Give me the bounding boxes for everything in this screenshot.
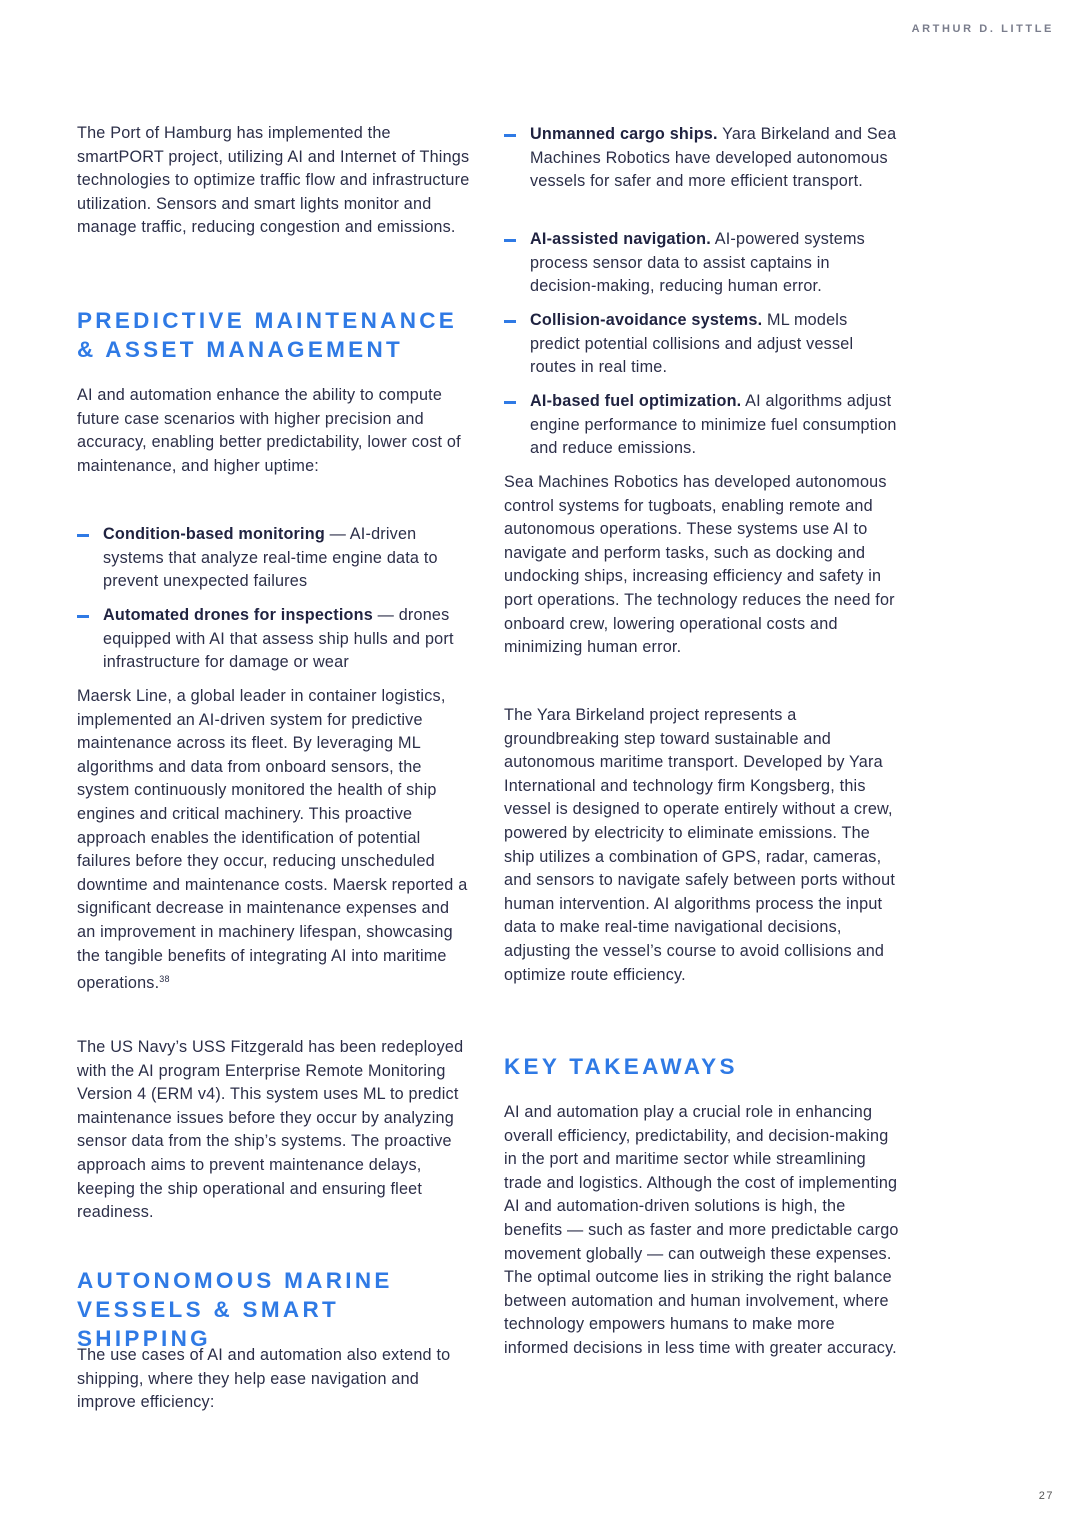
bullet-text: AI algorithms adjust engine performance to minimize fuel consumption and reduce emissions. — [530, 392, 897, 458]
bullet-text: ML models predict potential collisions and adjust vessel routes in real time. — [530, 311, 854, 377]
paragraph-predictive-intro: AI and automation enhance the ability to compute future case scenarios with higher precision and accuracy, enabling better predictability, lower cost of maintenance, and higher uptime: — [77, 386, 461, 475]
bullet-item — [504, 123, 900, 194]
bullet-item — [504, 309, 900, 380]
paragraph-yara-birkeland: The Yara Birkeland project represents a groundbreaking step toward sustainable and autonomous maritime transport. Developed by Yara International and technology firm Kongsberg, this vessel is designed to operate entirely without a crew, powered by electricity to eliminate emissions. The ship utilizes a combination of GPS, radar, cameras, and sensors to navigate safely between ports without human intervention. AI algorithms process the input data to make real-time navigational decisions, adjusting the vessel’s course to avoid collisions and optimize route efficiency. — [504, 706, 896, 984]
dash-icon — [77, 534, 89, 537]
brand-header: ARTHUR D. LITTLE — [911, 23, 1054, 35]
bullet-item — [77, 604, 473, 675]
footnote-ref: 38 — [159, 974, 170, 985]
bullet-lead: AI-based fuel optimization. — [530, 392, 742, 410]
bullet-text: — AI-driven systems that analyze real-time engine data to prevent unexpected failures — [103, 525, 438, 591]
paragraph-us-navy: The US Navy’s USS Fitzgerald has been redeployed with the AI program Enterprise Remote Monitoring Version 4 (ERM v4). This system uses ML to predict maintenance issues before they occur by analyzing sensor data from the ship’s systems. The proactive approach aims to prevent maintenance delays, keeping the ship operational and ensuring fleet readiness. — [77, 1038, 464, 1222]
bullet-item — [77, 523, 473, 594]
heading-autonomous-vessels: AUTONOMOUS MARINE VESSELS & SMART SHIPPING — [77, 1268, 393, 1351]
page-number: 27 — [1038, 1490, 1054, 1502]
heading-predictive-maintenance: PREDICTIVE MAINTENANCE & ASSET MANAGEMENT — [77, 308, 458, 362]
paragraph-shipping-intro: The use cases of AI and automation also extend to shipping, where they help ease navigation and improve efficiency: — [77, 1346, 451, 1412]
bullet-lead: Condition-based monitoring — [103, 525, 325, 543]
bullet-text: Yara Birkeland and Sea Machines Robotics have developed autonomous vessels for safer and more efficient transport. — [530, 125, 897, 191]
bullet-lead: AI-assisted navigation. — [530, 230, 711, 248]
heading-key-takeaways: KEY TAKEAWAYS — [504, 1054, 738, 1079]
dash-icon — [504, 401, 516, 404]
dash-icon — [504, 239, 516, 242]
paragraph-key-takeaways: AI and automation play a crucial role in enhancing overall efficiency, predictability, and decision-making in the port and maritime sector while streamlining trade and logistics. Although the cost of implementing AI and automation-driven solutions is high, the benefits — such as faster and more predictable cargo movement globally — can outweigh these expenses. The optimal outcome lies in striking the right balance between automation and human involvement, where technology empowers humans to make more informed decisions in less time with greater accuracy. — [504, 1103, 899, 1357]
paragraph-hamburg: The Port of Hamburg has implemented the smartPORT project, utilizing AI and Internet of Things technologies to optimize traffic flow and infrastructure utilization. Sensors and smart lights monitor and manage traffic, reducing congestion and emissions. — [77, 124, 470, 237]
paragraph-maersk — [77, 685, 472, 996]
bullet-item — [504, 228, 900, 299]
dash-icon — [504, 134, 516, 137]
dash-icon — [504, 320, 516, 323]
bullet-lead: Collision-avoidance systems. — [530, 311, 763, 329]
bullet-text: — drones equipped with AI that assess ship hulls and port infrastructure for damage or wear — [103, 606, 454, 672]
paragraph-sea-machines: Sea Machines Robotics has developed autonomous control systems for tugboats, enabling remote and autonomous operations. These systems use AI to navigate and perform tasks, such as docking and undocking ships, increasing efficiency and safety in port operations. The technology reduces the need for onboard crew, lowering operational costs and minimizing human error. — [504, 473, 895, 657]
bullet-lead: Automated drones for inspections — [103, 606, 373, 624]
bullet-lead: Unmanned cargo ships. — [530, 125, 718, 143]
bullet-text: AI-powered systems process sensor data to assist captains in decision-making, reducing human error. — [530, 230, 865, 296]
dash-icon — [77, 615, 89, 618]
paragraph-maersk-text: Maersk Line, a global leader in container logistics, implemented an AI-driven system for predictive maintenance across its fleet. By leveraging ML algorithms and data from onboard sensors, the system continuously monitored the health of ship engines and critical machinery. This proactive approach enables the identification of potential failures before they occur, reducing unscheduled downtime and maintenance costs. Maersk reported a significant decrease in maintenance expenses and an improvement in machinery lifespan, showcasing the tangible benefits of integrating AI into maritime operations. — [77, 687, 468, 993]
bullet-item — [504, 390, 900, 461]
